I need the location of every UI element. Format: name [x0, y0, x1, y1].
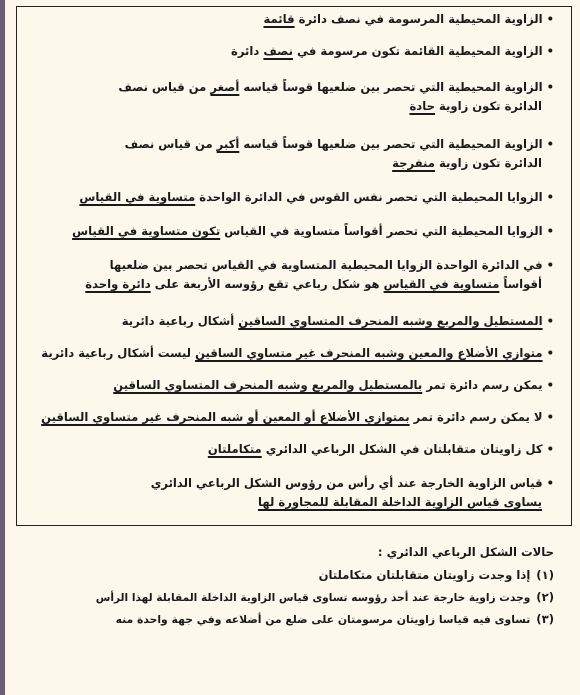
- rule-line: [24, 312, 554, 331]
- underlined-text: المستطيل والمربع وشبه المنحرف المتساوي الساقين: [238, 314, 543, 328]
- document-page: [8, 0, 570, 695]
- rule-item: [24, 440, 554, 459]
- rule-text: الزوايا المحيطية التي تحصر نفس القوس في الدائرة الواحدة: [195, 190, 543, 204]
- rule-item: [24, 188, 554, 207]
- page-left-edge: [0, 0, 5, 695]
- bullet-icon: •: [546, 410, 554, 424]
- rule-item: [24, 222, 554, 241]
- underlined-text: يساوى قياس الزاوية الداخلة المقابلة للمجاورة لها: [257, 495, 542, 509]
- case-text: وجدت زاوية خارجة عند أحد رؤوسه تساوى قياس الزاوية الداخلة المقابلة لهذا الرأس: [95, 592, 531, 604]
- rule-text: لا يمكن رسم دائرة تمر: [409, 410, 543, 424]
- rule-text: كل زاويتان متقابلتان في الشكل الرباعي الدائري: [261, 442, 543, 456]
- rule-text: في الدائرة الواحدة الزوايا المحيطية المتساوية في القياس تحصر بين ضلعيها: [109, 258, 543, 272]
- rule-line: [24, 256, 554, 275]
- rule-item: [24, 78, 554, 116]
- bullet-icon: •: [546, 12, 554, 26]
- case-number: (٢): [536, 590, 554, 604]
- bullet-icon: •: [546, 137, 554, 151]
- rule-line: [24, 10, 554, 29]
- rule-item: [24, 344, 554, 363]
- bullet-icon: •: [546, 190, 554, 204]
- rule-item: [24, 408, 554, 427]
- underlined-text: حادة: [409, 99, 435, 113]
- underlined-text: بمتوازي الأضلاع أو المعين أو شبه المنحرف غير متساوي الساقين: [41, 410, 410, 424]
- rule-line: [24, 408, 554, 427]
- rule-text: من قياس نصف: [118, 80, 211, 94]
- rule-line: [24, 42, 554, 61]
- underlined-text: أكبر: [216, 137, 240, 151]
- rule-text: أقواساً: [499, 277, 542, 291]
- rule-text: ليست أشكال رباعية دائرية: [41, 346, 196, 360]
- bullet-icon: •: [546, 44, 554, 58]
- cases-title: حالات الشكل الرباعي الدائري :: [377, 545, 554, 559]
- underlined-text: متكاملتان: [207, 442, 262, 456]
- rule-line: [24, 474, 554, 493]
- rule-text: من قياس نصف: [124, 137, 217, 151]
- rule-line: [24, 275, 554, 294]
- underlined-text: متساوية في القياس: [79, 190, 196, 204]
- rule-item: [24, 256, 554, 294]
- rule-text: قياس الزاوية الخارجة عند أي رأس من رؤوس الشكل الرباعي الدائري: [150, 476, 543, 490]
- bullet-icon: •: [546, 80, 554, 94]
- underlined-text: منفرجة: [392, 156, 435, 170]
- bullet-icon: •: [546, 476, 554, 490]
- case-item: [14, 610, 554, 629]
- rule-item: [24, 10, 554, 29]
- case-text: إذا وجدت زاويتان متقابلتان متكاملتان: [318, 568, 531, 582]
- rule-item: [24, 312, 554, 331]
- bullet-icon: •: [546, 378, 554, 392]
- rule-item: [24, 474, 554, 512]
- rule-line: [24, 135, 554, 154]
- rule-text: الزاوية المحيطية التي تحصر بين ضلعيها قوساً قياسه: [239, 80, 543, 94]
- bullet-icon: •: [546, 442, 554, 456]
- rule-line: [24, 493, 554, 512]
- rule-line: [24, 188, 554, 207]
- rule-line: [24, 154, 554, 173]
- case-text: تساوى فيه قياسا زاويتان مرسومتان على ضلع من أضلاعه وفي جهة واحدة منه: [115, 613, 531, 626]
- underlined-text: نصف: [263, 44, 293, 58]
- rule-line: [24, 78, 554, 97]
- case-item: [14, 566, 554, 585]
- rule-text: الزاوية المحيطية التي تحصر بين ضلعيها قوساً قياسه: [239, 137, 543, 151]
- rule-text: أشكال رباعية دائرية: [121, 314, 239, 328]
- case-item: [14, 588, 554, 608]
- bullet-icon: •: [546, 314, 554, 328]
- bullet-icon: •: [546, 346, 554, 360]
- underlined-text: بالمستطيل والمربع وشبه المنحرف المتساوي الساقين: [113, 378, 423, 392]
- bullet-icon: •: [546, 258, 554, 272]
- rule-item: [24, 376, 554, 395]
- rule-text: الزاوية المحيطية القائمة تكون مرسومة في: [292, 44, 543, 58]
- case-number: (١): [536, 568, 554, 582]
- rule-text: دائرة: [231, 44, 264, 58]
- underlined-text: قائمة: [263, 12, 295, 26]
- underlined-text: دائرة واحدة: [85, 277, 151, 291]
- rule-text: الدائرة تكون زاوية: [434, 99, 542, 113]
- rule-text: هو شكل رباعي تقع رؤوسه الأربعة على: [150, 277, 384, 291]
- rule-line: [24, 344, 554, 363]
- rule-line: [24, 376, 554, 395]
- rule-text: الزوايا المحيطية التي تحصر أقواساً متساوية في القياس: [220, 224, 543, 238]
- rule-line: [24, 97, 554, 116]
- rule-line: [24, 440, 554, 459]
- rule-item: [24, 135, 554, 173]
- underlined-text: متوازي الأضلاع والمعين وشبه المنحرف غير متساوي الساقين: [195, 346, 543, 360]
- underlined-text: أصغر: [210, 80, 240, 94]
- underlined-text: تكون متساوية في القياس: [72, 224, 221, 238]
- rule-text: يمكن رسم دائرة تمر: [422, 378, 543, 392]
- rule-line: [24, 222, 554, 241]
- bullet-icon: •: [546, 224, 554, 238]
- rule-text: الدائرة تكون زاوية: [434, 156, 542, 170]
- rule-item: [24, 42, 554, 61]
- rule-text: الزاوية المحيطية المرسومة في نصف دائرة: [294, 12, 543, 26]
- case-number: (٣): [536, 612, 554, 626]
- underlined-text: متساوية في القياس: [383, 277, 500, 291]
